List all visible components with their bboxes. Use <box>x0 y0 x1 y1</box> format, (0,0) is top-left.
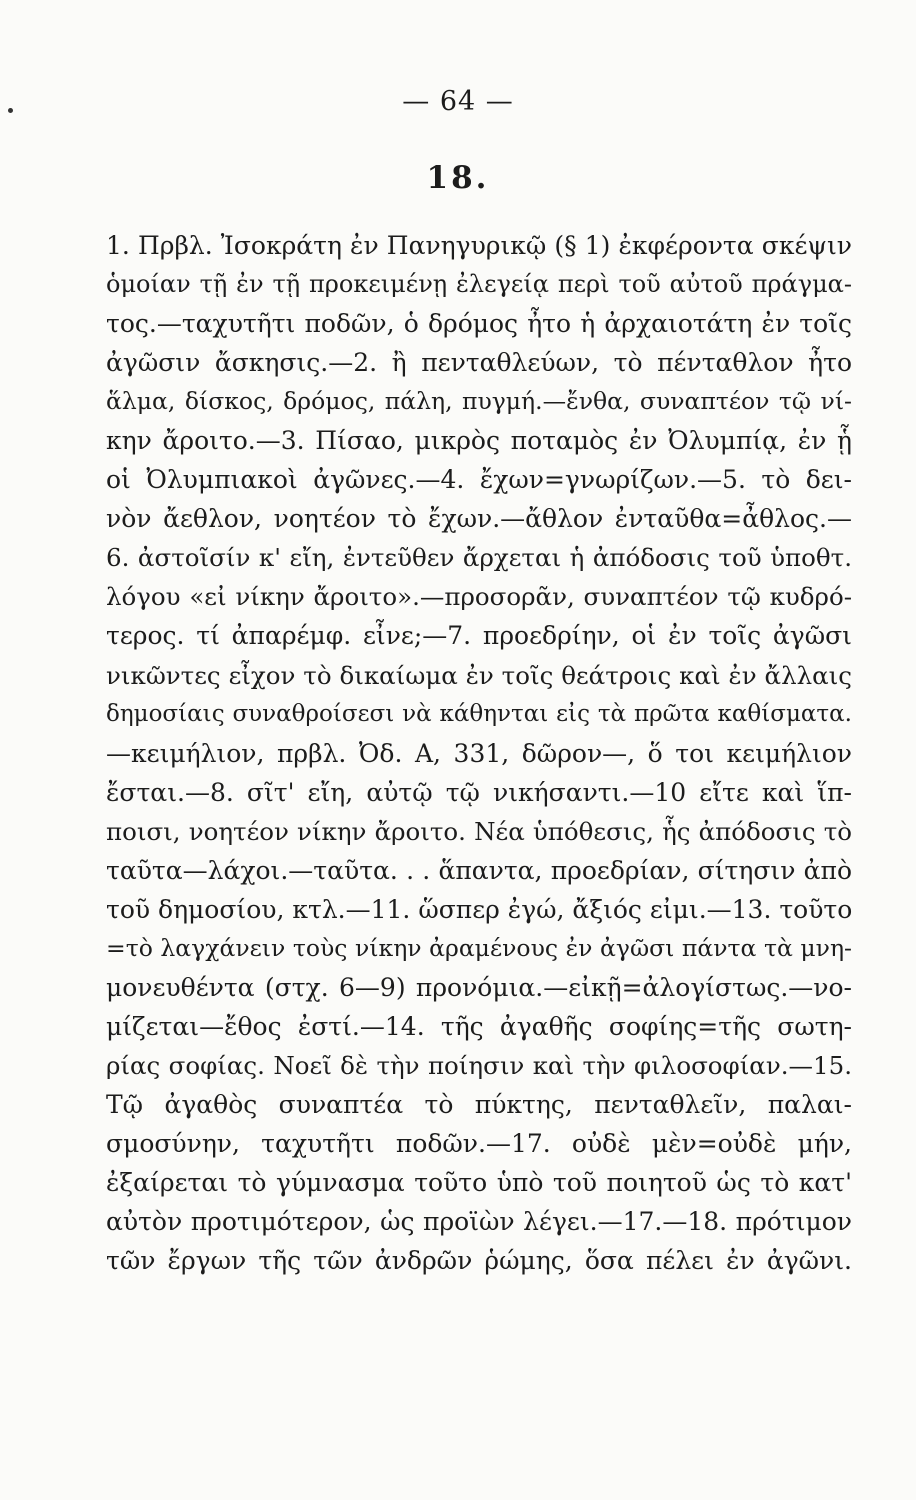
text-line: νὸν ἄεθλον, νοητέον τὸ ἔχων.—ἄθλον ἐνταῦθα=ἆθλος.— <box>106 504 852 534</box>
text-line: ὁμοίαν τῇ ἐν τῇ προκειμένῃ ἐλεγείᾳ περὶ τοῦ αὐτοῦ πράγμα- <box>106 270 852 299</box>
text-line: ἅλμα, δίσκος, δρόμος, πάλη, πυγμή.—ἔνθα, συναπτέον τῷ νί- <box>106 387 852 416</box>
text-line: ἐξαίρεται τὸ γύμνασμα τοῦτο ὑπὸ τοῦ ποιητοῦ ὡς τὸ κατ' <box>106 1168 852 1198</box>
text-line: τος.—ταχυτῆτι ποδῶν, ὁ δρόμος ἦτο ἡ ἀρχαιοτάτη ἐν τοῖς <box>106 309 852 339</box>
text-line: τοῦ δημοσίου, κτλ.—11. ὥσπερ ἐγώ, ἄξιός εἰμι.—13. τοῦτο <box>106 894 852 924</box>
text-line: τῶν ἔργων τῆς τῶν ἀνδρῶν ῥώμης, ὅσα πέλει ἐν ἀγῶνι. <box>106 1246 852 1276</box>
text-line: ρίας σοφίας. Νοεῖ δὲ τὴν ποίησιν καὶ τὴν φιλοσοφίαν.—15. <box>106 1050 852 1080</box>
text-line: τερος. τί ἀπαρέμφ. εἶνε;—7. προεδρίην, οἱ ἐν τοῖς ἀγῶσι <box>106 621 852 651</box>
text-line: Τῷ ἀγαθὸς συναπτέα τὸ πύκτης, πενταθλεῖν, παλαι- <box>106 1090 852 1120</box>
text-line: μονευθέντα (στχ. 6—9) προνόμια.—εἰκῇ=ἀλογίστως.—νο- <box>106 972 852 1002</box>
text-line: κην ἄροιτο.—3. Πίσαο, μικρὸς ποταμὸς ἐν Ὀλυμπίᾳ, ἐν ᾗ <box>106 426 852 456</box>
text-line: ἔσται.—8. σῖτ' εἴη, αὐτῷ τῷ νικήσαντι.—10 εἴτε καὶ ἵπ- <box>106 777 852 807</box>
section-number: 18. <box>426 160 490 196</box>
text-line: αὐτὸν προτιμότερον, ὡς προϊὼν λέγει.—17.—18. πρότιμον <box>106 1207 852 1237</box>
text-line: λόγου «εἰ νίκην ἄροιτο».—προσορᾶν, συναπτέον τῷ κυδρό- <box>106 582 852 612</box>
text-line: δημοσίαις συναθροίσεσι νὰ κάθηνται εἰς τὰ πρῶτα καθίσματα. <box>106 700 852 727</box>
page-number: — 64 — <box>402 86 514 117</box>
text-line: =τὸ λαγχάνειν τοὺς νίκην ἀραμένους ἐν ἀγῶσι πάντα τὰ μνη- <box>106 933 852 962</box>
text-line: οἱ Ὀλυμπιακοὶ ἀγῶνες.—4. ἔχων=γνωρίζων.—5. τὸ δει- <box>106 465 852 495</box>
text-line: —κειμήλιον, πρβλ. Ὀδ. Α, 331, δῶρον—, ὅ τοι κειμήλιον <box>106 738 852 768</box>
text-line: σμοσύνην, ταχυτῆτι ποδῶν.—17. οὐδὲ μὲν=οὐδὲ μήν, <box>106 1129 852 1159</box>
text-line: ταῦτα—λάχοι.—ταῦτα. . . ἅπαντα, προεδρίαν, σίτησιν ἀπὸ <box>106 855 852 885</box>
text-line: ἀγῶσιν ἄσκησις.—2. ἢ πενταθλεύων, τὸ πένταθλον ἦτο <box>106 348 852 378</box>
text-line: 6. ἀστοῖσίν κ' εἴη, ἐντεῦθεν ἄρχεται ἡ ἀπόδοσις τοῦ ὑποθτ. <box>106 543 852 573</box>
text-line: μίζεται—ἔθος ἐστί.—14. τῆς ἀγαθῆς σοφίης=τῆς σωτη- <box>106 1011 852 1041</box>
text-line: 1. Πρβλ. Ἰσοκράτη ἐν Πανηγυρικῷ (§ 1) ἐκφέροντα σκέψιν <box>106 231 852 260</box>
text-line: νικῶντες εἶχον τὸ δικαίωμα ἐν τοῖς θεάτροις καὶ ἐν ἄλλαις <box>106 660 852 690</box>
commentary-text <box>106 226 852 1280</box>
text-line: ποισι, νοητέον νίκην ἄροιτο. Νέα ὑπόθεσις, ἧς ἀπόδοσις τὸ <box>106 816 852 846</box>
